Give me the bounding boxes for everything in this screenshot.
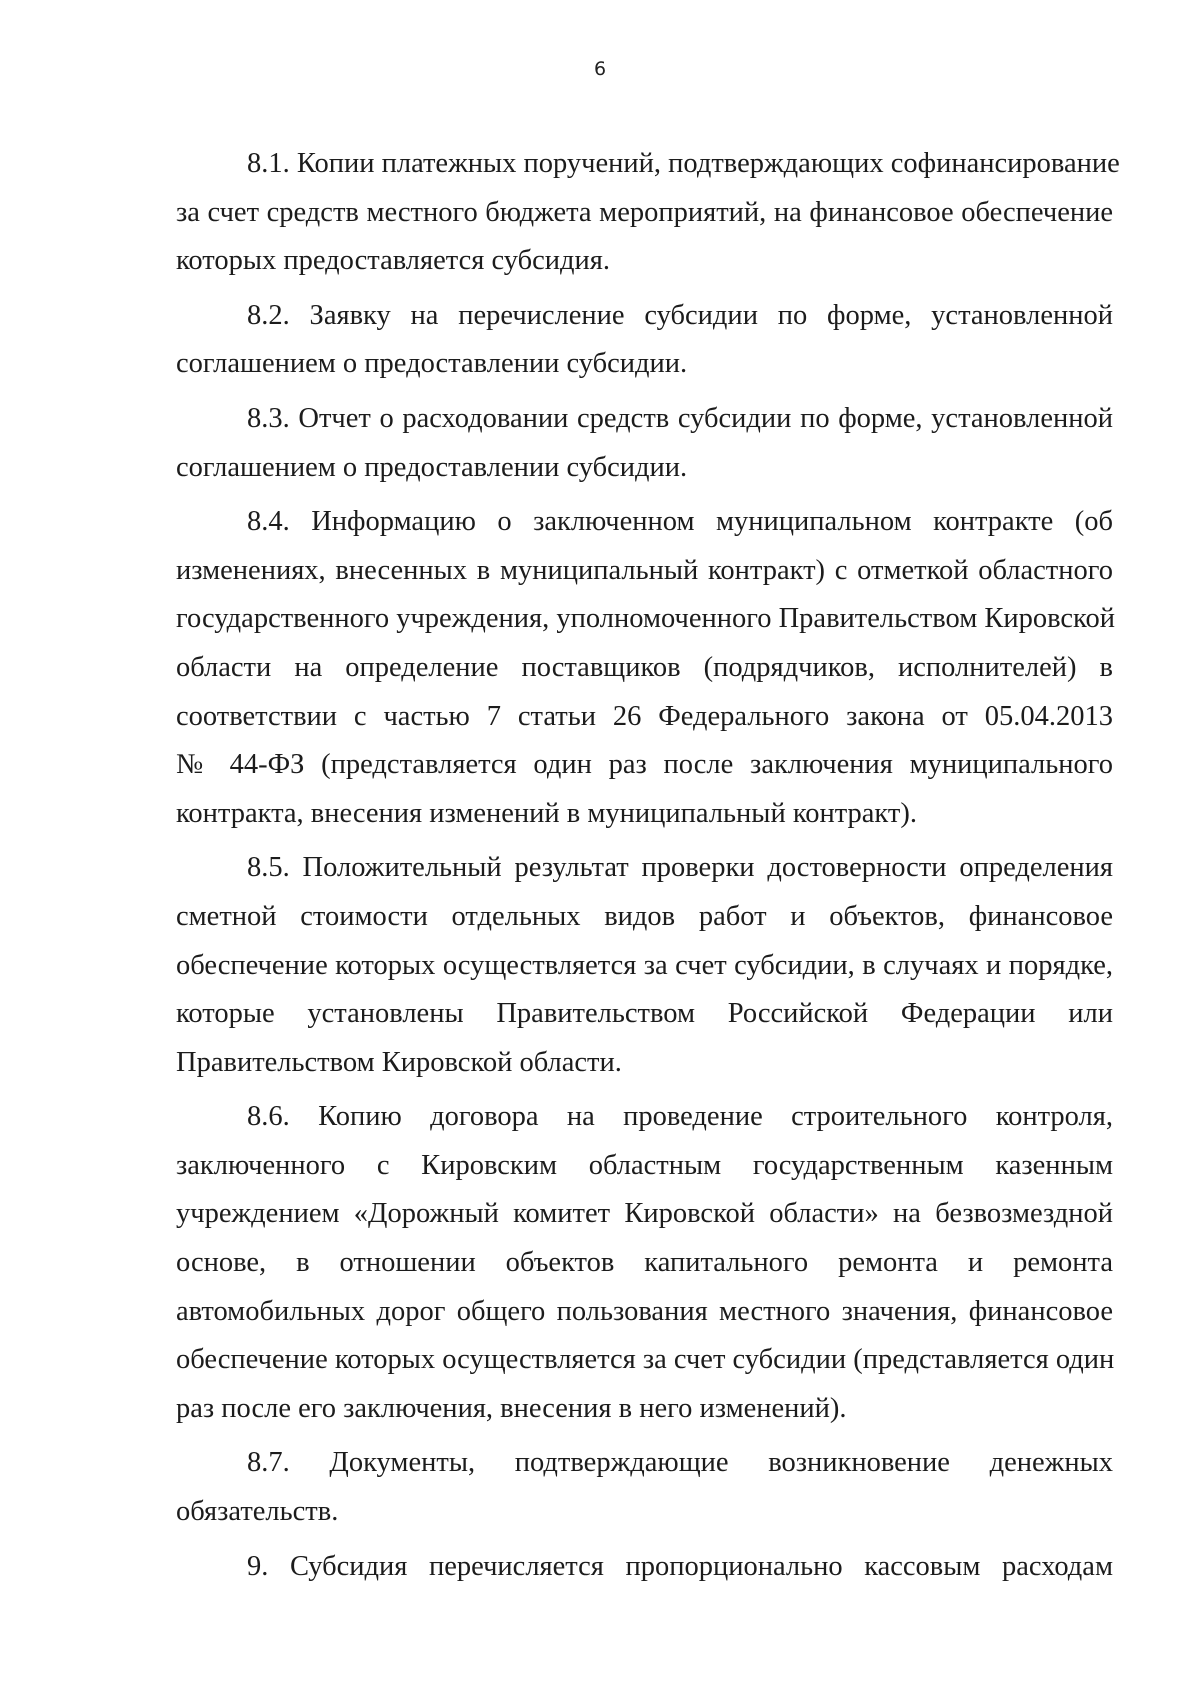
page-number: 6 xyxy=(593,58,607,80)
text-line: основе, в отношении объектов капитального ремонта и ремонта xyxy=(176,1247,1113,1279)
paragraph-8-1 xyxy=(176,140,1120,286)
text-line: соответствии с частью 7 статьи 26 Федерального закона от 05.04.2013 xyxy=(176,700,1113,732)
text-line: 8.3. Отчет о расходовании средств субсидии по форме, установленной xyxy=(247,402,1113,434)
text-line: учреждением «Дорожный комитет Кировской области» на безвозмездной xyxy=(176,1198,1113,1230)
text-line: изменениях, внесенных в муниципальный контракт) с отметкой областного xyxy=(176,554,1113,586)
paragraph-8-6 xyxy=(176,1093,1113,1433)
text-line: обеспечение которых осуществляется за счет субсидии (представляется один xyxy=(176,1344,1115,1376)
document-body xyxy=(176,140,1120,1591)
text-line: 8.7. Документы, подтверждающие возникновение денежных xyxy=(247,1447,1113,1479)
text-line: которых предоставляется субсидия. xyxy=(176,245,610,277)
text-line: 9. Субсидия перечисляется пропорционально кассовым расходам xyxy=(247,1550,1113,1582)
text-line: области на определение поставщиков (подрядчиков, исполнителей) в xyxy=(176,651,1113,683)
text-line: сметной стоимости отдельных видов работ и объектов, финансовое xyxy=(176,900,1113,932)
paragraph-8-7 xyxy=(176,1439,1113,1536)
text-line: автомобильных дорог общего пользования местного значения, финансовое xyxy=(176,1295,1113,1327)
text-line: которые установлены Правительством Российской Федерации или xyxy=(176,998,1113,1030)
text-line: заключенного с Кировским областным государственным казенным xyxy=(176,1149,1113,1181)
text-line: обязательств. xyxy=(176,1496,339,1528)
text-line: 8.4. Информацию о заключенном муниципальном контракте (об xyxy=(247,506,1113,538)
paragraph-9 xyxy=(176,1543,1113,1592)
text-line: контракта, внесения изменений в муниципальный контракт). xyxy=(176,797,917,829)
text-line: раз после его заключения, внесения в него изменений). xyxy=(176,1392,847,1424)
text-line: Правительством Кировской области. xyxy=(176,1046,622,1078)
text-line: 8.1. Копии платежных поручений, подтверждающих софинансирование xyxy=(247,148,1120,179)
text-line: соглашением о предоставлении субсидии. xyxy=(176,451,688,483)
paragraph-8-3 xyxy=(176,395,1113,492)
paragraph-8-4 xyxy=(176,498,1113,838)
text-line: 8.6. Копию договора на проведение строительного контроля, xyxy=(247,1101,1113,1133)
text-line: государственного учреждения, уполномоченного Правительством Кировской xyxy=(176,603,1115,635)
text-line: за счет средств местного бюджета мероприятий, на финансовое обеспечение xyxy=(176,196,1113,228)
text-line: 8.5. Положительный результат проверки достоверности определения xyxy=(247,852,1113,884)
paragraph-8-5 xyxy=(176,844,1113,1087)
text-line: 8.2. Заявку на перечисление субсидии по форме, установленной xyxy=(247,299,1113,331)
text-line: соглашением о предоставлении субсидии. xyxy=(176,348,688,380)
text-line: № 44-ФЗ (представляется один раз после заключения муниципального xyxy=(176,749,1113,781)
paragraph-8-2 xyxy=(176,292,1113,389)
text-line: обеспечение которых осуществляется за счет субсидии, в случаях и порядке, xyxy=(176,949,1113,981)
